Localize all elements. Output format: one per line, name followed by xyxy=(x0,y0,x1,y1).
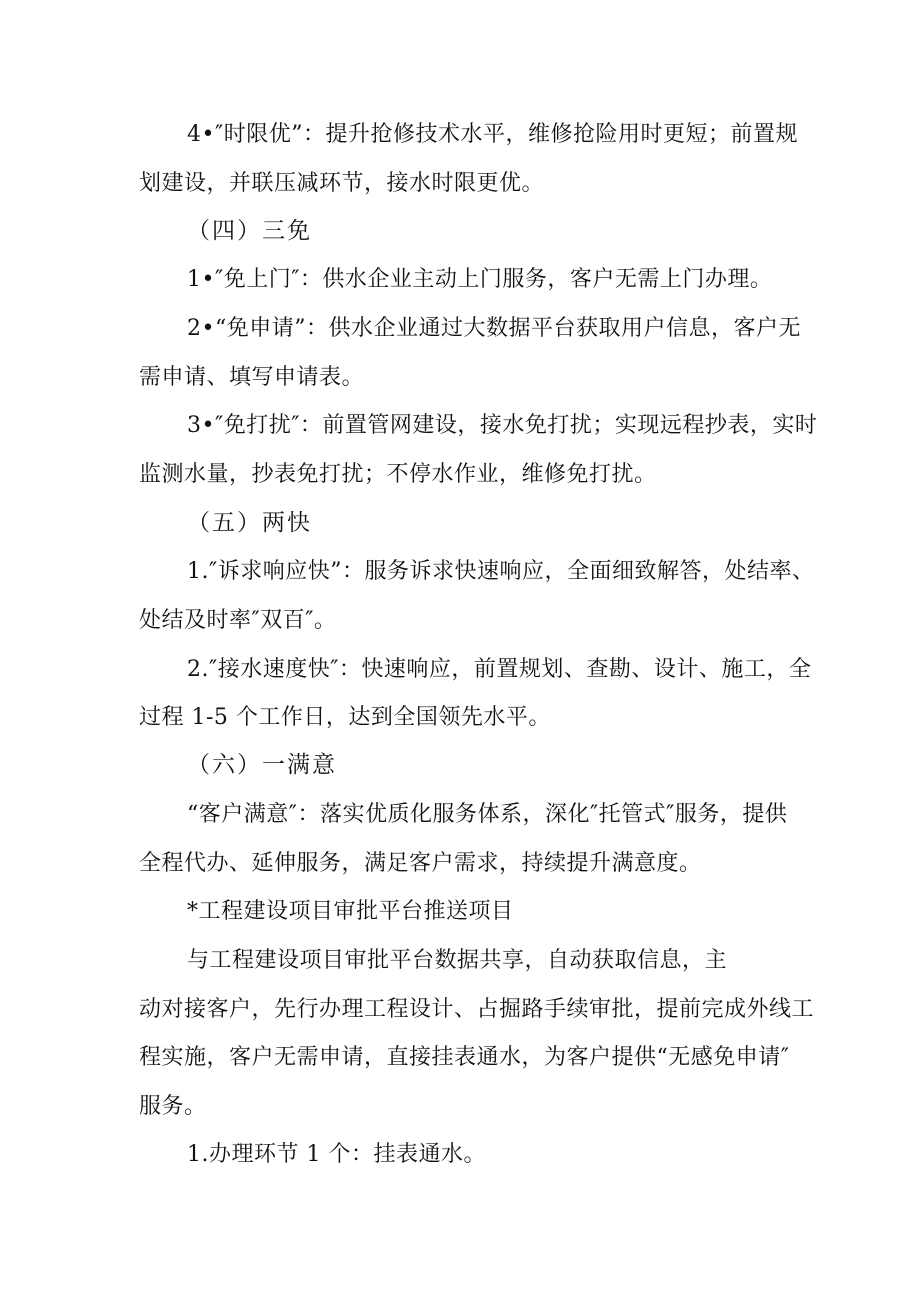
paragraph-line: 划建设，并联压减环节，接水时限更优。 xyxy=(139,171,545,196)
paragraph-line: 2.″接水速度快″：快速响应，前置规划、查勘、设计、施工，全 xyxy=(187,657,812,682)
paragraph-line: 3•″免打扰″：前置管网建设，接水免打扰；实现远程抄表，实时 xyxy=(187,413,818,438)
paragraph-line: *工程建设项目审批平台推送项目 xyxy=(187,899,514,924)
paragraph-line: 1.″诉求响应快”：服务诉求快速响应，全面细致解答，处结率、 xyxy=(187,559,815,584)
paragraph-line: 服务。 xyxy=(139,1094,207,1119)
section-heading: （六）一满意 xyxy=(187,752,337,778)
paragraph-line: 2•“免申请”：供水企业通过大数据平台获取用户信息，客户无 xyxy=(187,316,801,341)
paragraph-line: 与工程建设项目审批平台数据共享，自动获取信息，主 xyxy=(187,948,728,973)
paragraph-line: 监测水量，抄表免打扰；不停水作业，维修免打扰。 xyxy=(139,462,657,487)
section-heading: （五）两快 xyxy=(187,510,312,536)
paragraph-line: “客户满意″：落实优质化服务体系，深化″托管式″服务，提供 xyxy=(187,802,788,827)
paragraph-line: 需申请、填写申请表。 xyxy=(139,365,365,390)
section-heading: （四）三免 xyxy=(187,218,312,244)
paragraph-line: 动对接客户，先行办理工程设计、占掘路手续审批，提前完成外线工 xyxy=(139,997,815,1022)
paragraph-line: 过程 1-5 个工作日，达到全国领先水平。 xyxy=(139,705,551,730)
paragraph-line: 全程代办、延伸服务，满足客户需求，持续提升满意度。 xyxy=(139,851,702,876)
paragraph-line: 4•″时限优”：提升抢修技术水平，维修抢险用时更短；前置规 xyxy=(187,122,798,147)
paragraph-line: 处结及时率″双百″。 xyxy=(139,608,337,633)
paragraph-line: 程实施，客户无需申请，直接挂表通水，为客户提供“无感免申请″ xyxy=(139,1045,790,1070)
paragraph-line: 1.办理环节 1 个：挂表通水。 xyxy=(187,1142,486,1167)
paragraph-line: 1•″免上门″：供水企业主动上门服务，客户无需上门办理。 xyxy=(187,267,773,292)
